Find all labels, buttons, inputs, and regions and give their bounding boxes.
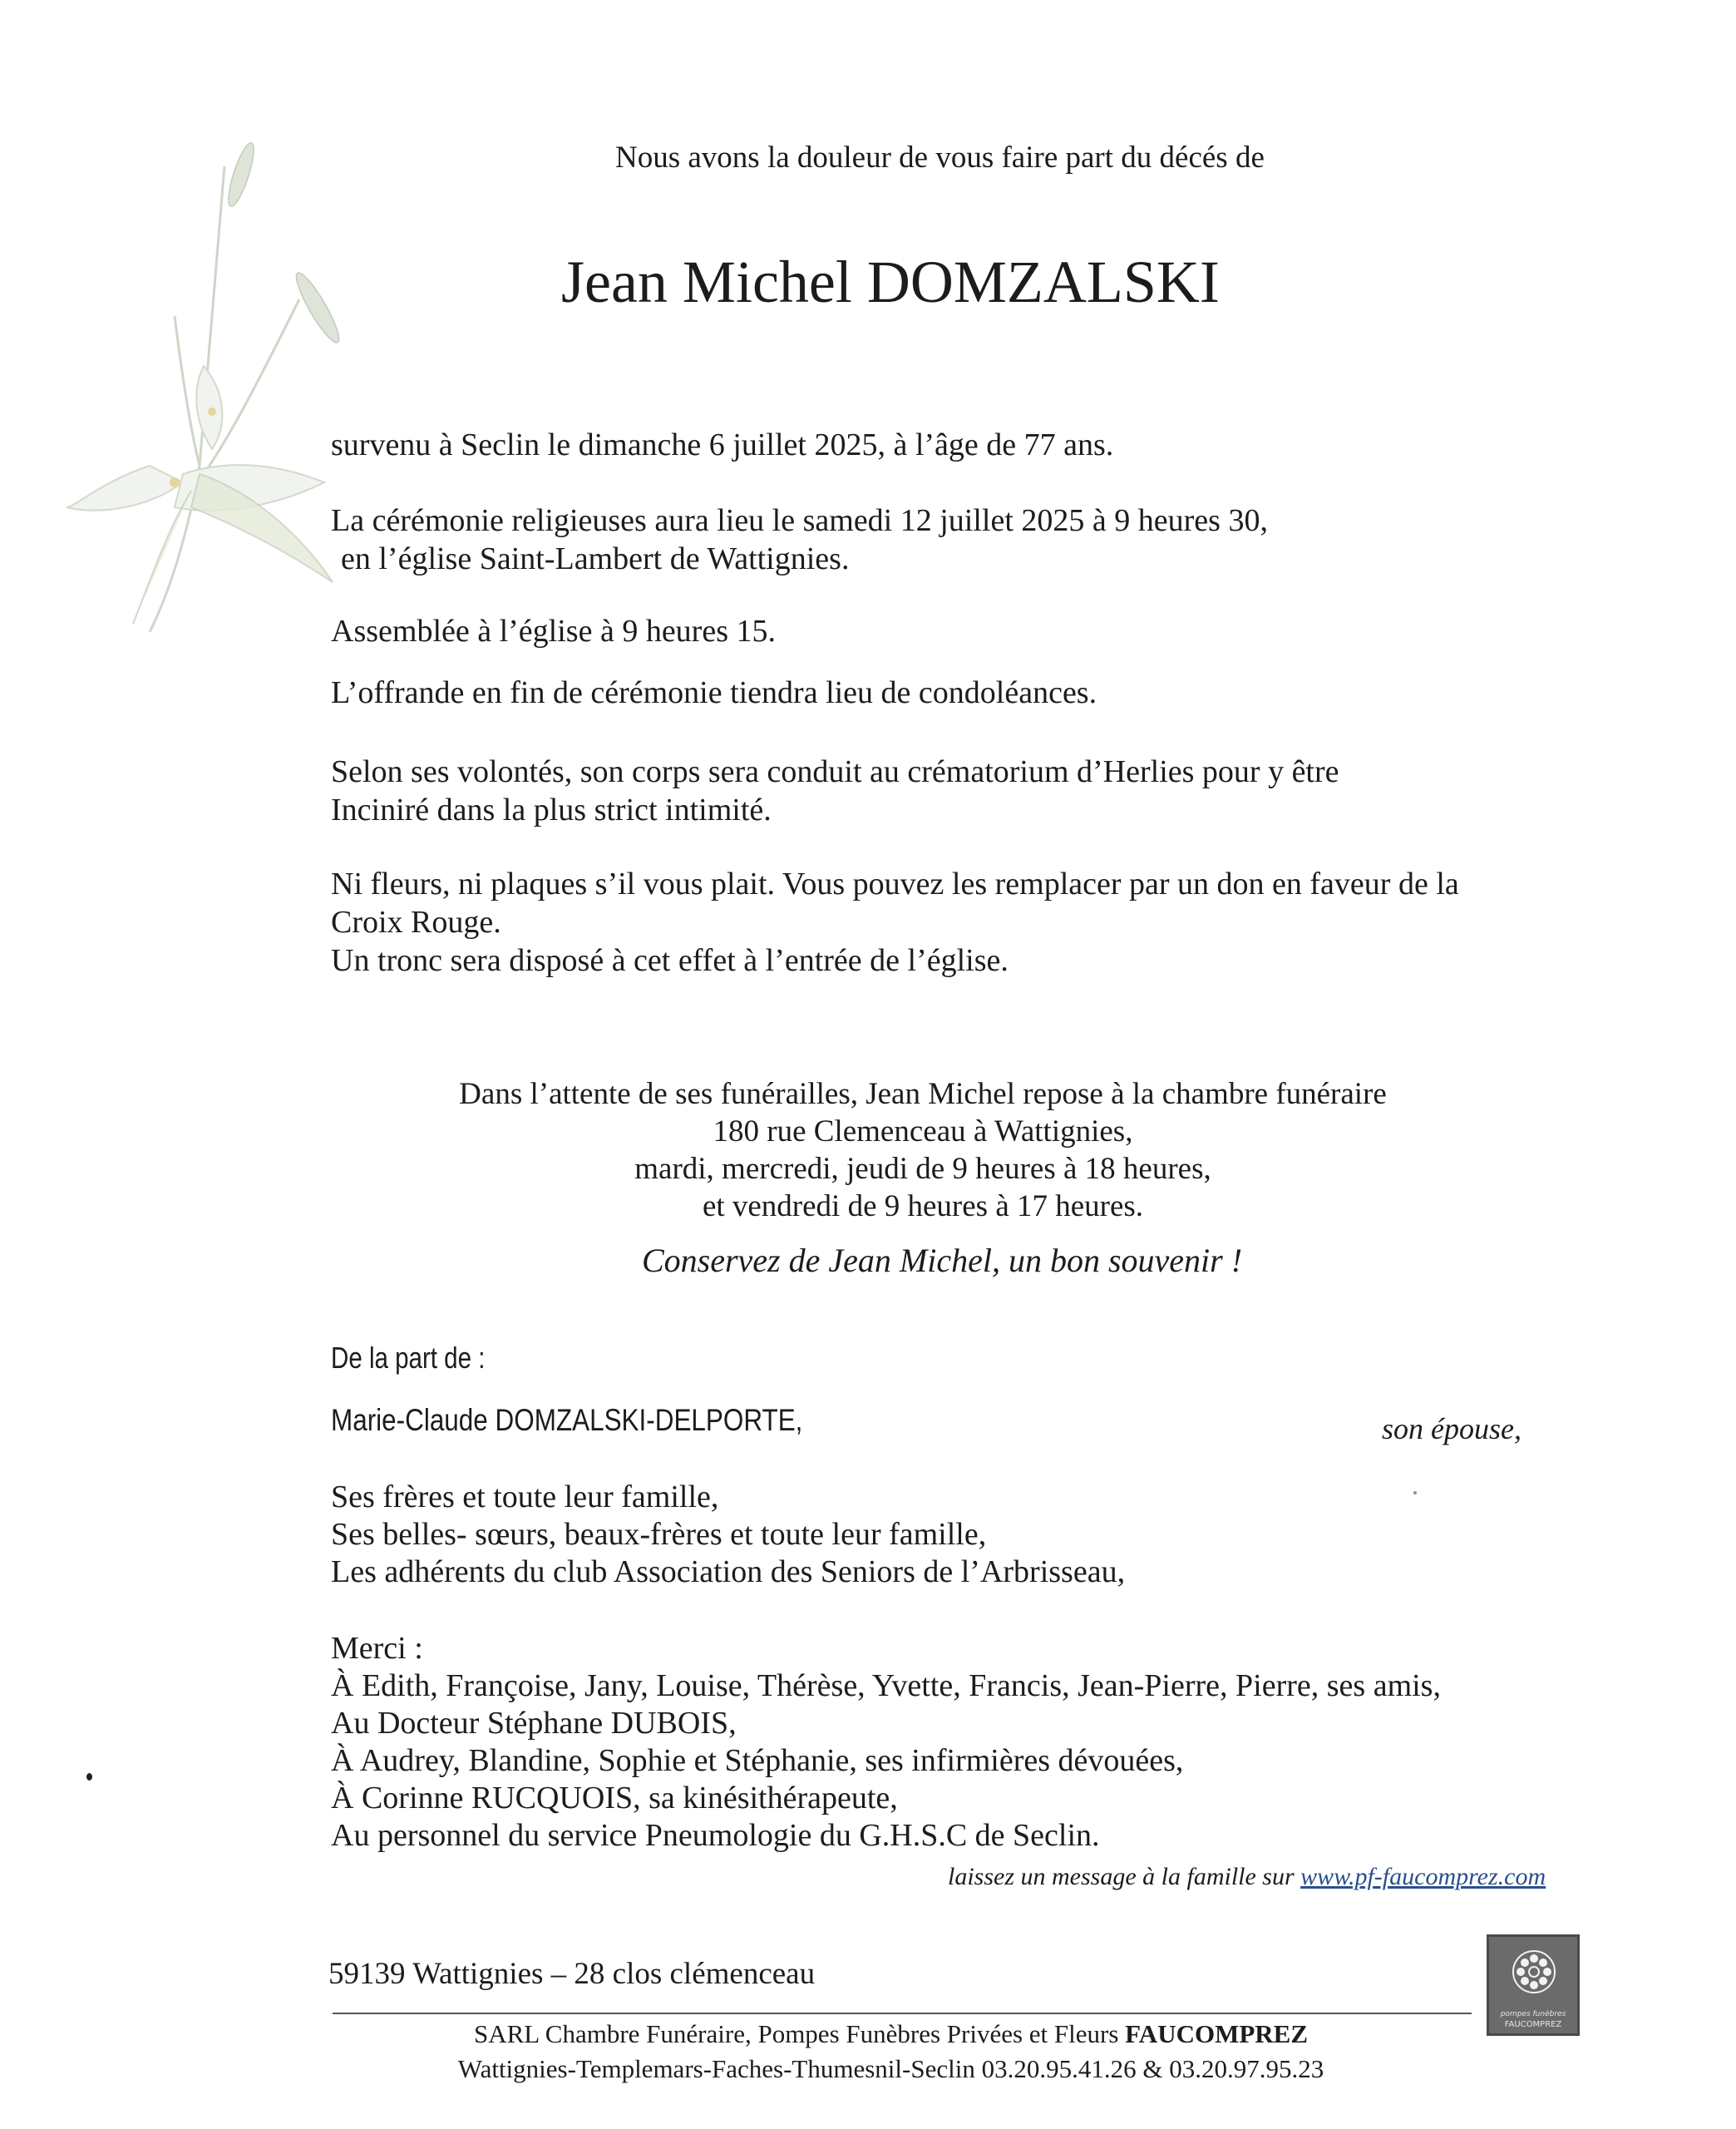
visitation-line: mardi, mercredi, jeudi de 9 heures à 18 heures, xyxy=(634,1152,1211,1186)
footer-divider xyxy=(333,2013,1472,2014)
assembly-line: Assemblée à l’église à 9 heures 15. xyxy=(331,614,776,649)
deceased-name: Jean Michel DOMZALSKI xyxy=(561,249,1220,315)
scan-speck xyxy=(1413,1491,1417,1494)
death-details-line: survenu à Seclin le dimanche 6 juillet 2025, à l’âge de 77 ans. xyxy=(331,427,1114,462)
thanks-item: À Edith, Françoise, Jany, Louise, Thérèse, Yvette, Francis, Jean-Pierre, Pierre, ses amis, xyxy=(331,1668,1441,1703)
ceremony-line-2: en l’église Saint-Lambert de Wattignies. xyxy=(341,541,850,576)
intro-text: Nous avons la douleur de vous faire part du décés de xyxy=(615,141,1265,175)
offering-paragraph xyxy=(331,674,1097,712)
from-label: De la part de : xyxy=(331,1341,486,1375)
spouse-role: son épouse, xyxy=(1382,1412,1521,1445)
thanks-heading: Merci : xyxy=(331,1631,423,1666)
website-link[interactable]: www.pf-faucomprez.com xyxy=(1300,1863,1546,1890)
thanks-list xyxy=(331,1630,1441,1855)
thanks-item: À Corinne RUCQUOIS, sa kinésithérapeute, xyxy=(331,1781,898,1815)
footer-company-text: SARL Chambre Funéraire, Pompes Funèbres Privées et Fleurs xyxy=(473,2019,1126,2048)
flowers-line-3: Un tronc sera disposé à cet effet à l’entrée de l’église. xyxy=(331,943,1009,978)
footer-contact: Wattignies-Templemars-Faches-Thumesnil-Seclin 03.20.95.41.26 & 03.20.97.95.23 xyxy=(457,2054,1324,2083)
spouse-name: Marie-Claude DOMZALSKI-DELPORTE, xyxy=(331,1403,803,1437)
flower-emblem-icon xyxy=(1511,1949,1557,1995)
address: 59139 Wattignies – 28 clos clémenceau xyxy=(328,1957,816,1991)
visitation-line: 180 rue Clemenceau à Wattignies, xyxy=(713,1114,1133,1148)
ceremony-line-1: La cérémonie religieuses aura lieu le samedi 12 juillet 2025 à 9 heures 30, xyxy=(331,503,1268,538)
lily-wheat-illustration xyxy=(50,116,366,649)
thanks-item: Au Docteur Stéphane DUBOIS, xyxy=(331,1706,737,1741)
cremation-paragraph xyxy=(331,753,1339,829)
logo-tagline: pompes funèbres xyxy=(1500,2010,1566,2018)
flowers-line-1: Ni fleurs, ni plaques s’il vous plait. Vous pouvez les remplacer par un don en faveur de la xyxy=(331,867,1459,901)
thanks-item: Au personnel du service Pneumologie du G.H.S.C de Seclin. xyxy=(331,1818,1100,1853)
footer-brand: FAUCOMPREZ xyxy=(1125,2019,1309,2048)
ceremony-paragraph xyxy=(331,501,1268,578)
flowers-paragraph xyxy=(331,865,1459,980)
family-item: Ses belles- sœurs, beaux-frères et toute leur famille, xyxy=(331,1517,987,1552)
cremation-line-1: Selon ses volontés, son corps sera conduit au crématorium d’Herlies pour y être xyxy=(331,754,1339,789)
death-details xyxy=(331,426,1113,464)
scan-speck xyxy=(86,1773,92,1781)
family-item: Ses frères et toute leur famille, xyxy=(331,1479,719,1514)
thanks-item: À Audrey, Blandine, Sophie et Stéphanie, ses infirmières dévouées, xyxy=(331,1743,1184,1778)
souvenir-line: Conservez de Jean Michel, un bon souvenir ! xyxy=(641,1242,1243,1279)
offering-line: L’offrande en fin de cérémonie tiendra lieu de condoléances. xyxy=(331,675,1097,710)
message-text: laissez un message à la famille sur xyxy=(948,1863,1301,1890)
visitation-block xyxy=(0,1075,1736,1225)
logo-brand: FAUCOMPREZ xyxy=(1504,2020,1562,2029)
visitation-line: et vendredi de 9 heures à 17 heures. xyxy=(702,1189,1144,1223)
message-note xyxy=(948,1863,1546,1891)
family-item: Les adhérents du club Association des Seniors de l’Arbrisseau, xyxy=(331,1554,1126,1589)
flowers-line-2: Croix Rouge. xyxy=(331,905,501,940)
company-logo xyxy=(1487,1934,1580,2036)
cremation-line-2: Inciniré dans la plus strict intimité. xyxy=(331,793,772,827)
footer-company xyxy=(0,2019,1736,2049)
visitation-line: Dans l’attente de ses funérailles, Jean Michel repose à la chambre funéraire xyxy=(459,1077,1387,1111)
assembly-paragraph xyxy=(331,612,776,650)
family-list xyxy=(331,1479,1125,1591)
